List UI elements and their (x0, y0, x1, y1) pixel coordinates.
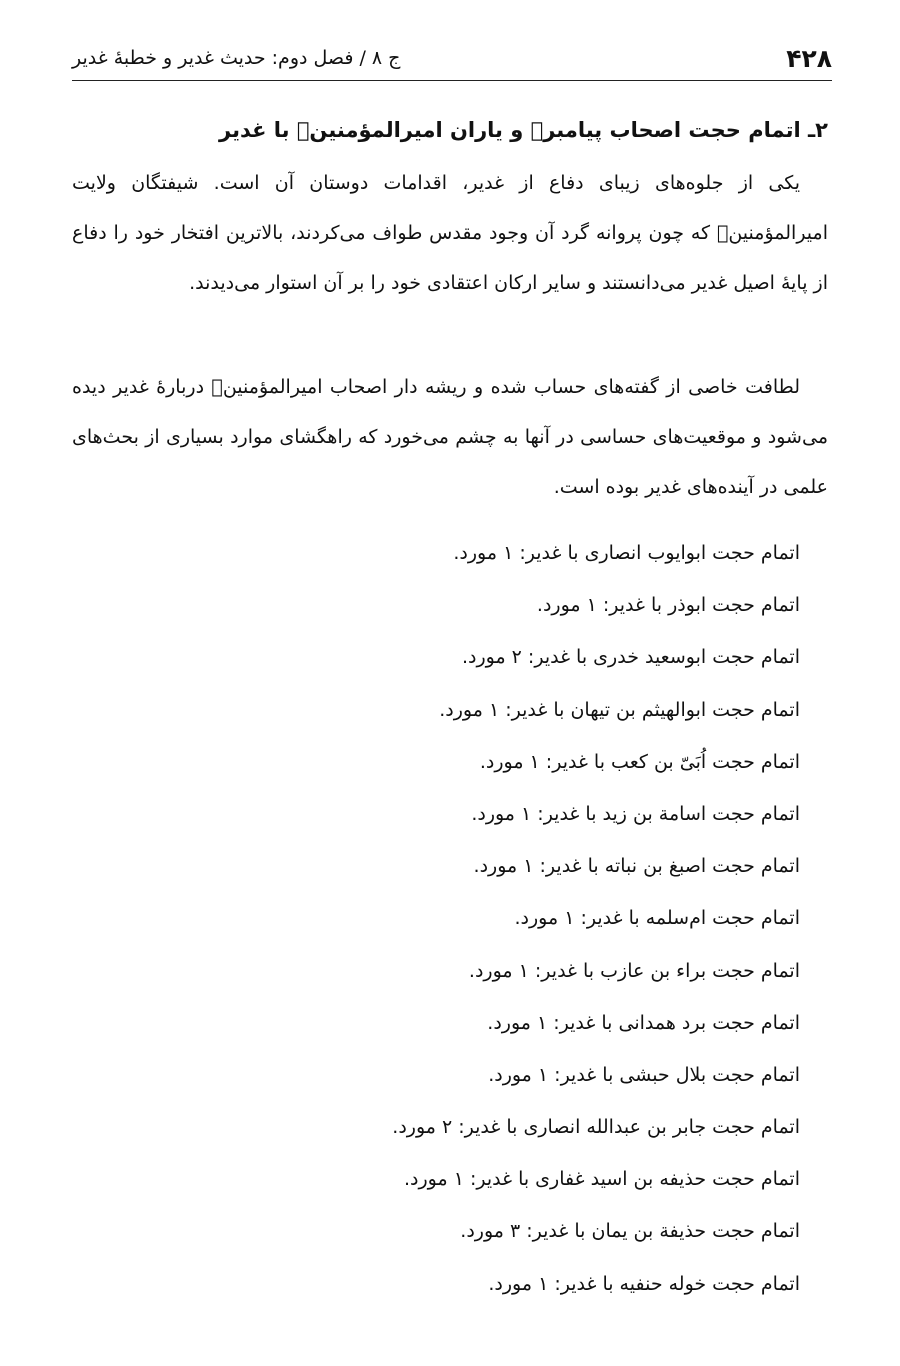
page-header (72, 36, 832, 81)
companions-list (72, 527, 800, 1310)
section-heading: ۲ـ اتمام حجت اصحاب پیامبرﷺ و یاران امیرالمؤمنینؑ با غدیر (219, 118, 828, 142)
list-item: اتمام حجت جابر بن عبدالله انصاری با غدیر: ۲ مورد. (392, 1116, 800, 1139)
list-item: اتمام حجت بلال حبشی با غدیر: ۱ مورد. (488, 1063, 800, 1086)
list-item: اتمام حجت ابوسعید خدری با غدیر: ۲ مورد. (461, 646, 800, 669)
page-number: ۴۲۸ (786, 43, 832, 73)
list-item: اتمام حجت ابوالهیثم بن تیهان با غدیر: ۱ مورد. (439, 698, 800, 721)
list-item: اتمام حجت اصبغ بن نباته با غدیر: ۱ مورد. (473, 855, 800, 878)
list-item: اتمام حجت حذیفه بن اسید غفاری با غدیر: ۱ مورد. (403, 1168, 800, 1191)
list-item: اتمام حجت اسامة بن زید با غدیر: ۱ مورد. (471, 802, 800, 825)
list-item: اتمام حجت خوله حنفیه با غدیر: ۱ مورد. (488, 1272, 800, 1295)
paragraph-intro: یکی از جلوه‌های زیبای دفاع از غدیر، اقدامات دوستان آن است. شیفتگان ولایت امیرالمؤمنینؑ که چون پروانه گرد آن وجود مقدس طواف می‌کردند، بالاترین افتخار خود را دفاع از پایۀ اصیل غدیر می‌دانستند و سایر ارکان اعتقادی خود را بر آن استوار می‌دیدند. (72, 172, 828, 294)
list-item: اتمام حجت اُبَیّ بن کعب با غدیر: ۱ مورد. (479, 750, 800, 773)
list-item: اتمام حجت ابوذر با غدیر: ۱ مورد. (536, 594, 800, 617)
paragraph-second: لطافت خاصی از گفته‌های حساب شده و ریشه دار اصحاب امیرالمؤمنینؑ دربارۀ غدیر دیده می‌شود و موقعیت‌های حساسی در آنها به چشم می‌خورد که راهگشای موارد بسیاری از بحث‌های علمی در آینده‌های غدیر بوده است. (72, 376, 828, 498)
list-item: اتمام حجت ابوایوب انصاری با غدیر: ۱ مورد. (453, 542, 800, 564)
list-item: اتمام حجت برد همدانی با غدیر: ۱ مورد. (487, 1011, 800, 1034)
list-item: اتمام حجت براء بن عازب با غدیر: ۱ مورد. (468, 959, 800, 982)
list-item: اتمام حجت ام‌سلمه با غدیر: ۱ مورد. (514, 907, 800, 930)
running-head: ج ۸ / فصل دوم: حدیث غدیر و خطبۀ غدیر (72, 47, 401, 69)
list-item: اتمام حجت حذیفة بن یمان با غدیر: ۳ مورد. (460, 1220, 800, 1243)
